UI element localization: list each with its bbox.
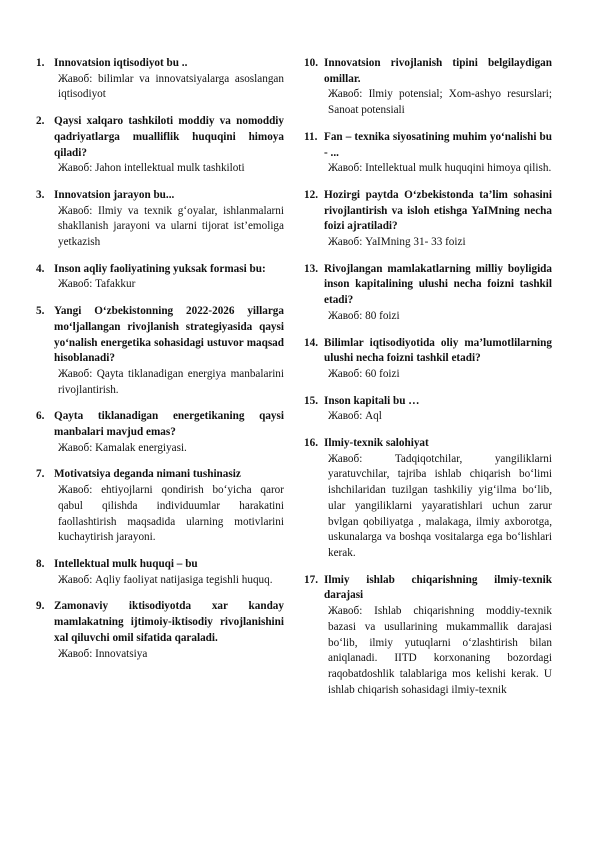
question-number: 3. bbox=[36, 188, 45, 201]
question-text: Motivatsiya deganda nimani tushinasiz bbox=[54, 468, 241, 481]
question-number: 13. bbox=[304, 262, 318, 275]
question-number: 4. bbox=[36, 262, 45, 275]
question-text: Ilmiy ishlab chiqarishning ilmiy-texnik darajasi bbox=[324, 573, 552, 602]
answer-text: Жавоб: Tafakkur bbox=[58, 278, 136, 291]
answer-text: Жавоб: Kamalak energiyasi. bbox=[58, 441, 187, 454]
question-text: Innovatsion jarayon bu... bbox=[54, 188, 175, 201]
answer-text: Жавоб: Qayta tiklanadigan energiya manbalarini rivojlantirish. bbox=[58, 367, 284, 396]
question-item bbox=[304, 56, 552, 119]
answer-text: Жавоб: ehtiyojlarni qondirish bo‘yicha qaror qabul qilishda individuumlar harakatini faollashtirish maqsadida ularning motivlarini kuchaytirish jarayoni. bbox=[58, 484, 284, 544]
question-item bbox=[304, 394, 552, 425]
question-item bbox=[36, 599, 284, 662]
question-item bbox=[304, 262, 552, 325]
question-number: 10. bbox=[304, 57, 318, 69]
answer-text: Жавоб: Aql bbox=[328, 410, 382, 423]
answer-text: Жавоб: Tadqiqotchilar, yangiliklarni yaratuvchilar, tajriba ishlab chiqarish bo‘limi ishchilaridan tuzilgan tashkiliy yig‘ilma bo‘lib, ular yangiliklarni yayaratishlari uchun zarur bvlgan qobiliyatga , malakaga, ilmiy axborotga, uskunalarga va boshqa vositalarga ega bo‘lishlari kerak. bbox=[328, 452, 552, 559]
answer-text: Жавоб: Innovatsiya bbox=[58, 647, 148, 660]
question-item bbox=[36, 188, 284, 251]
answer-text: Жавоб: Ilmiy potensial; Xom-ashyo resurslari; Sanoat potensiali bbox=[328, 88, 552, 117]
answer-text: Жавоб: Aqliy faoliyat natijasiga tegishli huquq. bbox=[58, 573, 273, 586]
answer-text: Жавоб: Intellektual mulk huquqini himoya qilish. bbox=[328, 162, 552, 175]
question-text: Yangi O‘zbekistonning 2022-2026 yillarga mo‘ljallangan rivojlanish strategiyasida qaysi yo‘nalish energetika sohasidagi ustuvor maqsad hisoblanadi? bbox=[54, 305, 284, 365]
question-text: Hozirgi paytda O‘zbekistonda ta’lim sohasini rivojlantirish va isloh etishga YaIMning necha foizi ajratiladi? bbox=[324, 188, 552, 233]
question-item bbox=[36, 304, 284, 398]
answer-text: Жавоб: YaIMning 31- 33 foizi bbox=[328, 236, 466, 249]
question-text: Innovatsion iqtisodiyot bu .. bbox=[54, 57, 188, 69]
question-item bbox=[36, 56, 284, 103]
question-item bbox=[304, 573, 552, 699]
question-number: 12. bbox=[304, 188, 318, 201]
question-number: 7. bbox=[36, 468, 45, 481]
right-column bbox=[304, 56, 552, 709]
question-number: 16. bbox=[304, 437, 318, 450]
question-item bbox=[36, 262, 284, 293]
question-text: Qaysi xalqaro tashkiloti moddiy va nomoddiy qadriyatlarga mualliflik huquqini himoya qiladi? bbox=[54, 115, 284, 159]
question-item bbox=[304, 336, 552, 383]
answer-text: Жавоб: 60 foizi bbox=[328, 367, 400, 380]
question-item bbox=[36, 557, 284, 588]
answer-text: Жавоб: Ilmiy va texnik g‘oyalar, ishlanmalarni shakllanish jarayoni va ularni tijorat ist’emoliga yetkazish bbox=[58, 204, 284, 249]
question-item bbox=[304, 188, 552, 251]
question-number: 17. bbox=[304, 573, 318, 586]
question-number: 5. bbox=[36, 305, 45, 318]
question-number: 15. bbox=[304, 394, 318, 407]
question-number: 6. bbox=[36, 410, 45, 423]
left-column bbox=[36, 56, 284, 673]
question-item bbox=[36, 467, 284, 546]
question-number: 9. bbox=[36, 600, 45, 613]
question-number: 2. bbox=[36, 115, 45, 128]
question-number: 14. bbox=[304, 336, 318, 349]
question-text: Rivojlangan mamlakatlarning milliy boyligida inson kapitalining ulushi necha foizni tashkil etadi? bbox=[324, 262, 552, 307]
question-item bbox=[304, 436, 552, 562]
question-text: Bilimlar iqtisodiyotida oliy ma’lumotlilarning ulushi necha foizni tashkil etadi? bbox=[324, 336, 552, 365]
question-text: Zamonaviy iktisodiyotda xar kanday mamlakatning ijtimoiy-iktisodiy rivojlanishini xal qiluvchi omil sifatida qaraladi. bbox=[54, 600, 284, 644]
answer-text: Жавоб: Jahon intellektual mulk tashkiloti bbox=[58, 162, 245, 175]
question-text: Intellektual mulk huquqi – bu bbox=[54, 557, 198, 570]
question-text: Inson aqliy faoliyatining yuksak formasi bu: bbox=[54, 262, 266, 275]
answer-text: Жавоб: 80 foizi bbox=[328, 309, 400, 322]
question-number: 8. bbox=[36, 557, 45, 570]
answer-text: Жавоб: bilimlar va innovatsiyalarga asoslangan iqtisodiyot bbox=[58, 72, 284, 101]
question-number: 11. bbox=[304, 130, 318, 143]
question-item bbox=[36, 409, 284, 456]
question-item bbox=[304, 130, 552, 177]
question-text: Ilmiy-texnik salohiyat bbox=[324, 437, 429, 450]
question-text: Inson kapitali bu … bbox=[324, 394, 420, 407]
question-text: Qayta tiklanadigan energetikaning qaysi manbalari mavjud emas? bbox=[54, 410, 284, 439]
question-number: 1. bbox=[36, 57, 45, 69]
question-text: Innovatsion rivojlanish tipini belgilaydigan omillar. bbox=[324, 57, 552, 85]
question-item bbox=[36, 114, 284, 177]
answer-text: Жавоб: Ishlab chiqarishning moddiy-texnik bazasi va usullarining mukammallik darajasi bo‘lib, ilmiy yutuqlarni o‘zlashtirish bilan aniqlanadi. IITD korxonaning bozordagi raqobatdoshlik talablariga mos kelishi kerak. U ishlab chiqarish sohasidagi ilmiy-texnik bbox=[328, 605, 552, 696]
question-text: Fan – texnika siyosatining muhim yo‘nalishi bu - ... bbox=[324, 130, 552, 159]
